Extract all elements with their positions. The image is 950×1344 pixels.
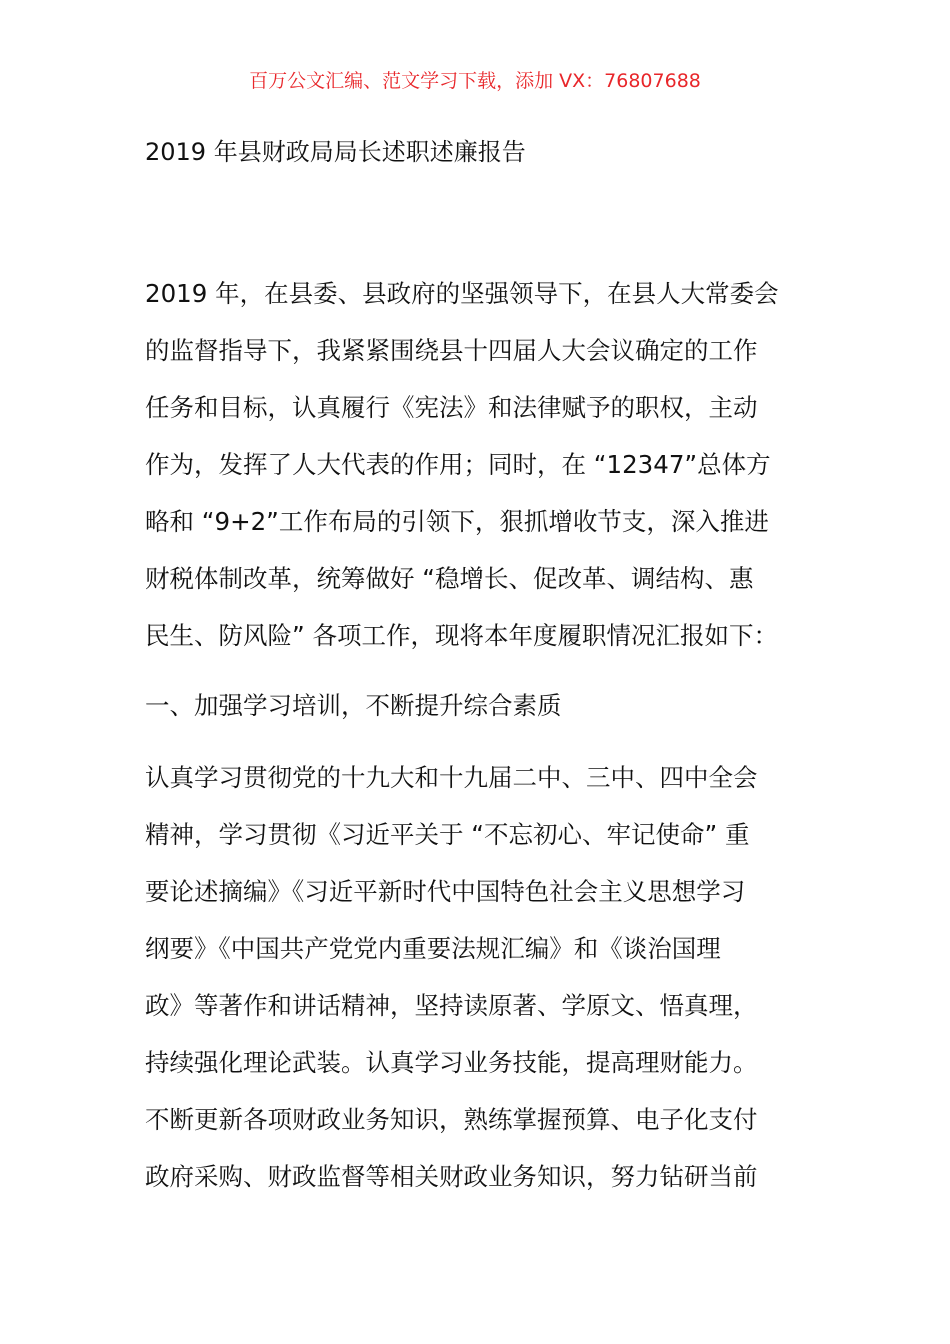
- intro-line: 任务和目标，认真履行《宪法》和法律赋予的职权，主动: [145, 393, 758, 422]
- intro-line: 民生、防风险” 各项工作，现将本年度履职情况汇报如下：: [145, 621, 778, 650]
- body-line: 纲要》《中国共产党党内重要法规汇编》和《谈治国理: [145, 934, 721, 963]
- body-line: 认真学习贯彻党的十九大和十九届二中、三中、四中全会: [145, 763, 758, 792]
- body-line: 政府采购、财政监督等相关财政业务知识，努力钻研当前: [145, 1162, 758, 1191]
- body-line: 要论述摘编》《习近平新时代中国特色社会主义思想学习: [145, 877, 746, 906]
- document-title: 2019 年县财政局局长述职述廉报告: [145, 138, 526, 166]
- intro-line: 略和 “9+2”工作布局的引领下，狠抓增收节支，深入推进: [145, 507, 769, 536]
- intro-line: 2019 年，在县委、县政府的坚强领导下，在县人大常委会: [145, 279, 779, 308]
- body-line: 持续强化理论武装。认真学习业务技能，提高理财能力。: [145, 1048, 758, 1077]
- body-line: 不断更新各项财政业务知识，熟练掌握预算、电子化支付: [145, 1105, 758, 1134]
- intro-line: 的监督指导下，我紧紧围绕县十四届人大会议确定的工作: [145, 336, 758, 365]
- section-heading: 一、加强学习培训，不断提升综合素质: [145, 691, 562, 720]
- body-line: 精神，学习贯彻《习近平关于 “不忘初心、牢记使命” 重: [145, 820, 750, 849]
- intro-line: 财税体制改革，统筹做好 “稳增长、促改革、调结构、惠: [145, 564, 754, 593]
- intro-line: 作为，发挥了人大代表的作用；同时，在 “12347”总体方: [145, 450, 771, 479]
- body-line: 政》等著作和讲话精神，坚持读原著、学原文、悟真理，: [145, 991, 758, 1020]
- watermark-banner: 百万公文汇编、范文学习下载，添加 VX：76807688: [249, 70, 701, 92]
